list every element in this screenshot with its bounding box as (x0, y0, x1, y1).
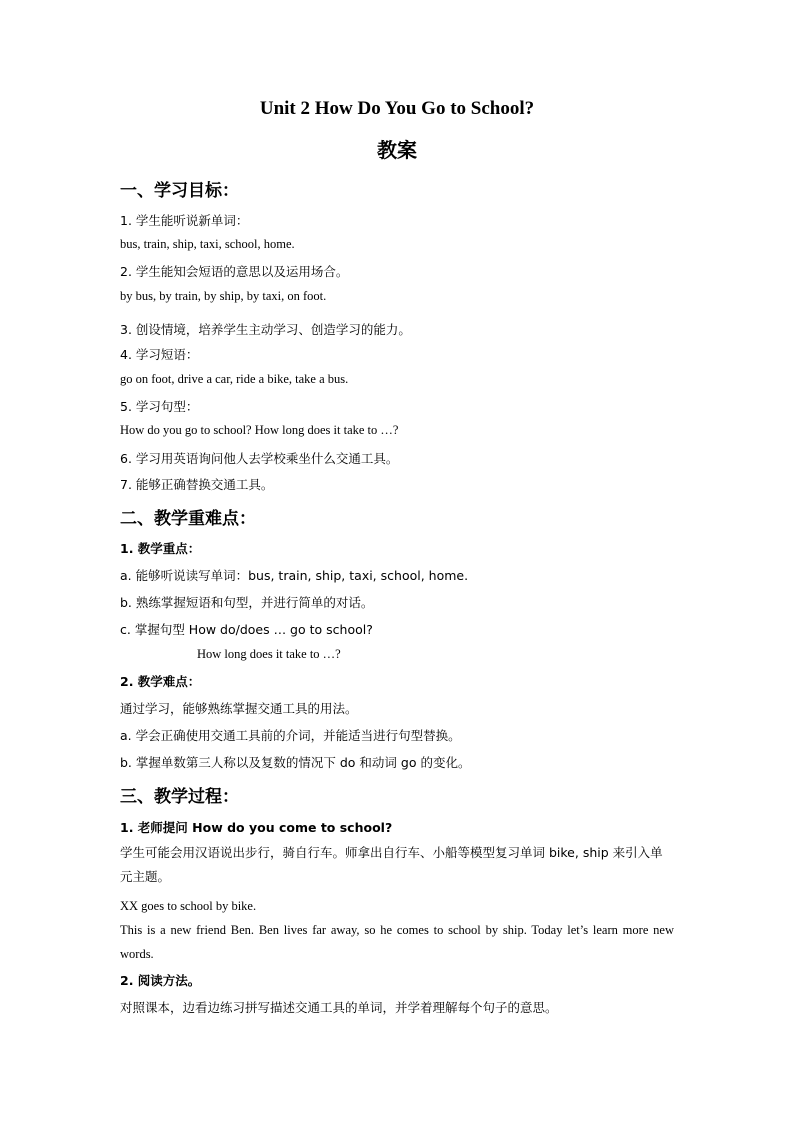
objective-item: How do you go to school? How long does it take to …? (120, 423, 399, 437)
key-point-item: c. 掌握句型 How do/does … go to school? (120, 622, 373, 637)
objective-item: bus, train, ship, taxi, school, home. (120, 237, 295, 251)
step-heading: 1. 老师提问 How do you come to school? (120, 820, 393, 835)
difficulty-item: b. 掌握单数第三人称以及复数的情况下 do 和动词 go 的变化。 (120, 755, 471, 770)
difficulty-item: a. 学会正确使用交通工具前的介词，并能适当进行句型替换。 (120, 728, 461, 743)
objective-item: 6. 学习用英语询问他人去学校乘坐什么交通工具。 (120, 451, 399, 466)
key-point-item: How long does it take to …? (197, 647, 341, 661)
objective-item: by bus, by train, by ship, by taxi, on foot. (120, 289, 327, 303)
paragraph: This is a new friend Ben. Ben lives far away, so he comes to school by ship. Today let’s learn more new words. (120, 923, 674, 961)
objective-item: 5. 学习句型： (120, 399, 199, 414)
paragraph: 对照课本，边看边练习拼写描述交通工具的单词，并学着理解每个句子的意思。 (120, 1000, 558, 1015)
key-point-item: a. 能够听说读写单词：bus, train, ship, taxi, school, home. (120, 568, 469, 583)
step-heading: 2. 阅读方法。 (120, 973, 201, 988)
objective-item: 1. 学生能听说新单词： (120, 213, 249, 228)
paragraph: XX goes to school by bike. (120, 899, 257, 913)
paragraph: 学生可能会用汉语说出步行，骑自行车。师拿出自行车、小船等模型复习单词 bike, ship 来引入单元主题。 (120, 845, 663, 884)
objective-item: go on foot, drive a car, ride a bike, take a bus. (120, 372, 349, 386)
objective-item: 7. 能够正确替换交通工具。 (120, 477, 274, 492)
document-title: Unit 2 How Do You Go to School? (259, 98, 535, 119)
section-heading-objectives: 一、学习目标： (120, 181, 239, 201)
objective-item: 3. 创设情境，培养学生主动学习、创造学习的能力。 (120, 322, 411, 337)
subheading-key-points: 1. 教学重点： (120, 541, 201, 556)
section-heading-key-points: 二、教学重难点： (120, 509, 256, 529)
objective-item: 2. 学生能知会短语的意思以及运用场合。 (120, 264, 349, 279)
key-point-item: b. 熟练掌握短语和句型，并进行简单的对话。 (120, 595, 374, 610)
section-heading-process: 三、教学过程： (120, 787, 239, 807)
objective-item: 4. 学习短语： (120, 347, 199, 362)
document-subtitle: 教案 (377, 138, 417, 162)
difficulty-item: 通过学习，能够熟练掌握交通工具的用法。 (120, 701, 358, 716)
subheading-difficulties: 2. 教学难点： (120, 674, 201, 689)
